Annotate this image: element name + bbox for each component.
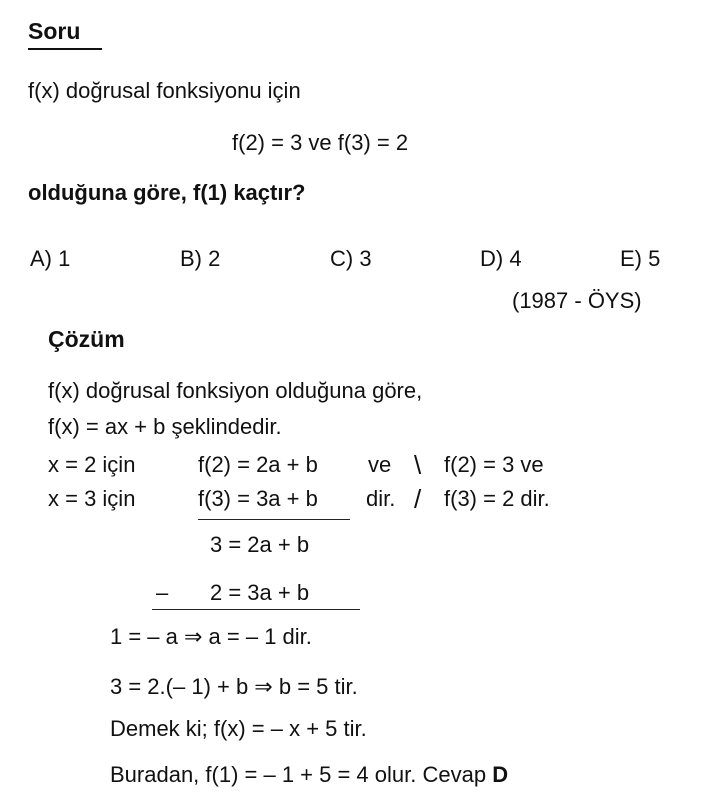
row1-suffix: ve <box>368 452 392 477</box>
solution-step4 <box>110 764 508 786</box>
choice-e: E) 5 <box>620 246 661 271</box>
system-equation-1: 3 = 2a + b <box>210 532 310 557</box>
question-intro: f(x) doğrusal fonksiyonu için <box>28 78 301 103</box>
solution-step2: 3 = 2.(– 1) + b ⇒ b = 5 tir. <box>110 674 358 699</box>
question-condition: f(2) = 3 ve f(3) = 2 <box>232 130 409 155</box>
solution-step1: 1 = – a ⇒ a = – 1 dir. <box>110 624 312 649</box>
solution-step4-text: Buradan, f(1) = – 1 + 5 = 4 olur. Cevap <box>110 762 487 787</box>
separator-line-1 <box>198 519 350 520</box>
row2-given: f(3) = 2 dir. <box>444 486 550 511</box>
choice-c: C) 3 <box>330 246 372 271</box>
question-header-underline <box>28 48 102 50</box>
row2-equation: f(3) = 3a + b <box>198 486 318 511</box>
row1-equation: f(2) = 2a + b <box>198 452 318 477</box>
separator-line-2 <box>152 609 360 610</box>
row1-label: x = 2 için <box>48 452 136 477</box>
question-source: (1987 - ÖYS) <box>512 288 642 313</box>
solution-line2: f(x) = ax + b şeklindedir. <box>48 414 282 439</box>
question-header: Soru <box>28 18 81 44</box>
solution-header: Çözüm <box>48 326 125 352</box>
system-equation-2: 2 = 3a + b <box>210 580 310 605</box>
subtraction-sign: – <box>156 580 169 605</box>
answer-letter: D <box>492 762 509 787</box>
solution-step3: Demek ki; f(x) = – x + 5 tir. <box>110 716 367 741</box>
row2-label: x = 3 için <box>48 486 136 511</box>
solution-line1: f(x) doğrusal fonksiyon olduğuna göre, <box>48 378 423 403</box>
choice-d: D) 4 <box>480 246 522 271</box>
system-brace-bottom: / <box>414 484 422 514</box>
row1-given: f(2) = 3 ve <box>444 452 544 477</box>
question-ask: olduğuna göre, f(1) kaçtır? <box>28 180 306 205</box>
row2-suffix: dir. <box>366 486 396 511</box>
system-brace-top: \ <box>414 450 422 480</box>
choice-a: A) 1 <box>30 246 71 271</box>
choice-b: B) 2 <box>180 246 221 271</box>
